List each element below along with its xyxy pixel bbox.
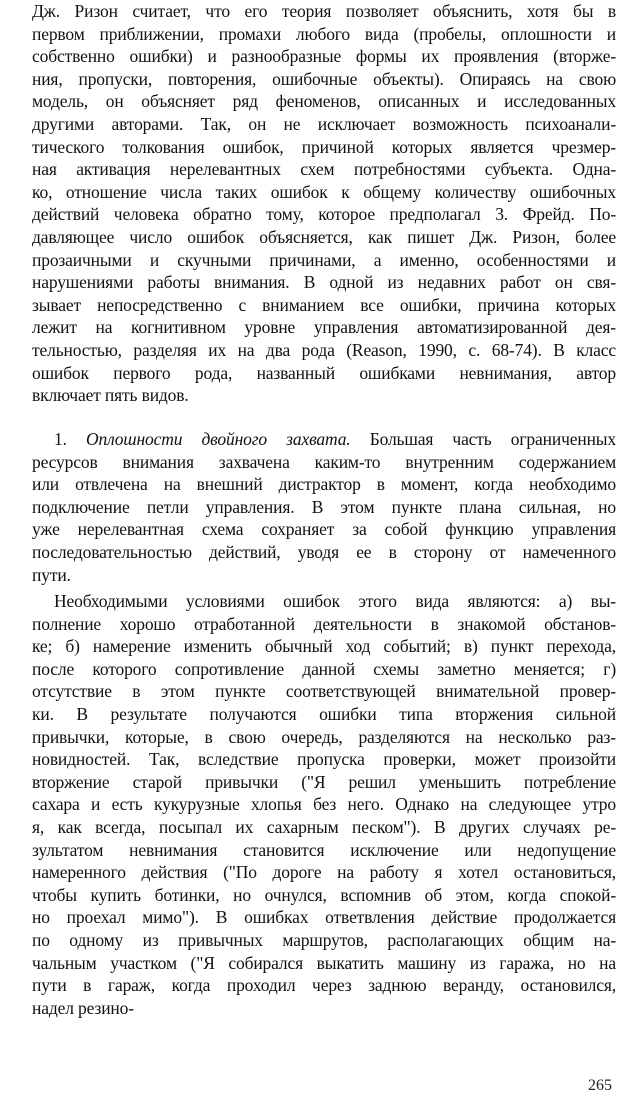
text-line: ки. В результате получаются ошибки типа вторжения сильной: [32, 703, 616, 724]
text-line: [32, 428, 616, 451]
text-line: пути в гараж, когда проходил через заднюю веранду, остановился,: [32, 975, 616, 996]
text-line: давляющее число ошибок объясняется, как пишет Дж. Ризон, более: [32, 226, 616, 247]
text-line: уже нерелевантная схема сохраняет за собой функцию управления: [32, 519, 616, 540]
list-number: 1.: [54, 429, 87, 449]
text-line: Необходимыми условиями ошибок этого вида являются: а) вы-: [54, 591, 616, 611]
text-line: чальным участком ("Я собирался выкатить машину из гаража, но на: [32, 952, 616, 973]
text-line: другими авторами. Так, он не исключает возможность психоанали-: [32, 113, 616, 134]
text-line: я, как всегда, посыпал их сахарным песком"). В других случаях ре-: [32, 816, 616, 837]
text-line: пути.: [32, 564, 71, 585]
text-line: первом приближении, промахи любого вида (пробелы, оплошности и: [32, 23, 616, 44]
text-line: ке; б) намерение изменить обычный ход событий; в) пункт перехода,: [32, 636, 616, 657]
text-line: вторжение старой привычки ("Я решил уменьшить потребление: [32, 771, 616, 792]
text-line: отсутствие в этом пункте соответствующей внимательной провер-: [32, 681, 616, 702]
text-line: зультатом невнимания становится исключение или недопущение: [32, 839, 616, 860]
text-line: ко, отношение числа таких ошибок к общему количеству ошибочных: [32, 181, 616, 202]
text-line: прозаичными и скучными причинами, а именно, особенностями и: [32, 249, 616, 270]
text-line: лежит на когнитивном уровне управления автоматизированной дея-: [32, 317, 616, 338]
paragraph-1: [32, 0, 616, 407]
text-line: полнение хорошо отработанной деятельности в знакомой обстанов-: [32, 613, 616, 634]
text-line: модель, он объясняет ряд феноменов, описанных и исследованных: [32, 91, 616, 112]
text-line: тельностью, разделяя их на два рода (Reason, 1990, с. 68-74). В класс: [32, 339, 616, 360]
text-line: надел резино-: [32, 997, 134, 1018]
text-line: Дж. Ризон считает, что его теория позволяет объяснить, хотя бы в: [32, 1, 616, 21]
page-number: 265: [588, 1077, 612, 1094]
text-line: действий человека обратно тому, которое предполагал 3. Фрейд. По-: [32, 204, 616, 225]
paragraph-2: [32, 428, 616, 586]
line-text: Большая часть ограниченных: [350, 429, 616, 449]
text-line: после которого сопротивление данной схемы заметно меняется; г): [32, 658, 616, 679]
text-line: намеренного действия ("По дороге на работу я хотел остановиться,: [32, 862, 616, 883]
text-line: подключение петли управления. В этом пункте плана сильная, но: [32, 496, 616, 517]
text-line: нарушениями работы внимания. В одной из недавних работ он свя-: [32, 272, 616, 293]
text-line: включает пять видов.: [32, 385, 189, 406]
text-line: по одному из привычных маршрутов, располагающих общим на-: [32, 929, 616, 950]
text-line: сахара и есть кукурузные хлопья без него. Однако на следующее утро: [32, 794, 616, 815]
text-line: ния, пропуски, повторения, ошибочные объекты). Опираясь на свою: [32, 68, 616, 89]
text-line: чтобы купить ботинки, но очнулся, вспомнив об этом, когда спокой-: [32, 884, 616, 905]
text-line: или отвлечена на внешний дистрактор в момент, когда необходимо: [32, 474, 616, 495]
text-line: тического толкования ошибок, причиной которых является чрезмер-: [32, 136, 616, 157]
text-line: ошибок первого рода, названный ошибками невнимания, автор: [32, 362, 616, 383]
text-line: последовательностью действий, уводя ее в сторону от намеченного: [32, 541, 616, 562]
paragraph-3: [32, 590, 616, 1019]
italic-term: Оплошности двойного захвата.: [86, 429, 351, 449]
text-line: новидностей. Так, вследствие пропуска проверки, может произойти: [32, 749, 616, 770]
text-line: зывает непосредственно с вниманием все ошибки, причина которых: [32, 294, 616, 315]
text-line: собственно ошибки) и разнообразные формы их проявления (вторже-: [32, 46, 616, 67]
text-line: ная активация нерелевантных схем потребностями субъекта. Одна-: [32, 159, 616, 180]
text-line: но проехал мимо"). В ошибках ответвления действие продолжается: [32, 907, 616, 928]
text-line: привычки, которые, в свою очередь, разделяются на несколько раз-: [32, 726, 616, 747]
text-line: ресурсов внимания захвачена каким-то внутренним содержанием: [32, 451, 616, 472]
